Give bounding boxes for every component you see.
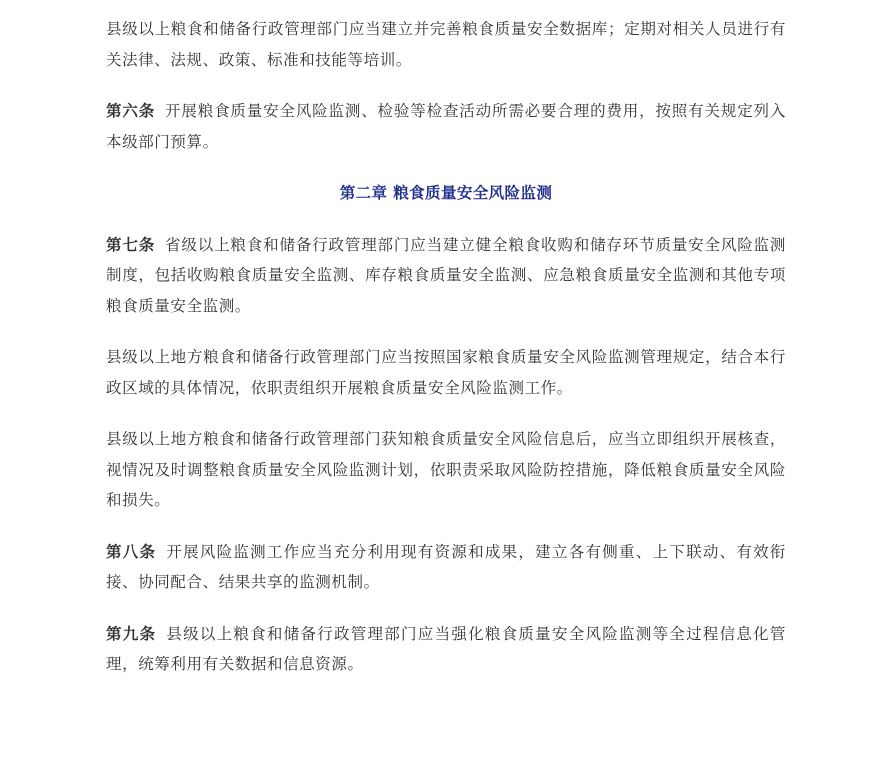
article-6 (106, 96, 786, 157)
article-9 (106, 619, 786, 680)
article-text: 县级以上粮食和储备行政管理部门应当强化粮食质量安全风险监测等全过程信息化管理，统筹利用有关数据和信息资源。 (106, 624, 787, 673)
article-number: 第九条 (106, 624, 157, 643)
article-8 (106, 537, 786, 598)
paragraph-text: 县级以上地方粮食和储备行政管理部门应当按照国家粮食质量安全风险监测管理规定，结合本行政区域的具体情况，依职责组织开展粮食质量安全风险监测工作。 (106, 348, 786, 397)
chapter-heading (106, 178, 786, 209)
chapter-title: 第二章 粮食质量安全风险监测 (339, 184, 553, 202)
article-number: 第八条 (106, 542, 157, 561)
article-7 (106, 230, 786, 322)
document-body (106, 14, 786, 701)
paragraph-text: 县级以上粮食和储备行政管理部门应当建立并完善粮食质量安全数据库；定期对相关人员进行有关法律、法规、政策、标准和技能等培训。 (106, 20, 786, 69)
article-text: 省级以上粮食和储备行政管理部门应当建立健全粮食收购和储存环节质量安全风险监测制度，包括收购粮食质量安全监测、库存粮食质量安全监测、应急粮食质量安全监测和其他专项粮食质量安全监测。 (106, 235, 786, 315)
paragraph-local-monitoring (106, 342, 786, 403)
article-number: 第六条 (106, 102, 156, 120)
paragraph-database-training (106, 14, 786, 75)
paragraph-text: 县级以上地方粮食和储备行政管理部门获知粮食质量安全风险信息后，应当立即组织开展核查，视情况及时调整粮食质量安全风险监测计划，依职责采取风险防控措施，降低粮食质量安全风险和损失。 (106, 430, 786, 509)
paragraph-risk-response (106, 424, 786, 516)
article-text: 开展风险监测工作应当充分利用现有资源和成果，建立各有侧重、上下联动、有效衔接、协同配合、结果共享的监测机制。 (106, 542, 787, 591)
article-number: 第七条 (106, 235, 156, 254)
article-text: 开展粮食质量安全风险监测、检验等检查活动所需必要合理的费用，按照有关规定列入本级部门预算。 (106, 102, 786, 151)
